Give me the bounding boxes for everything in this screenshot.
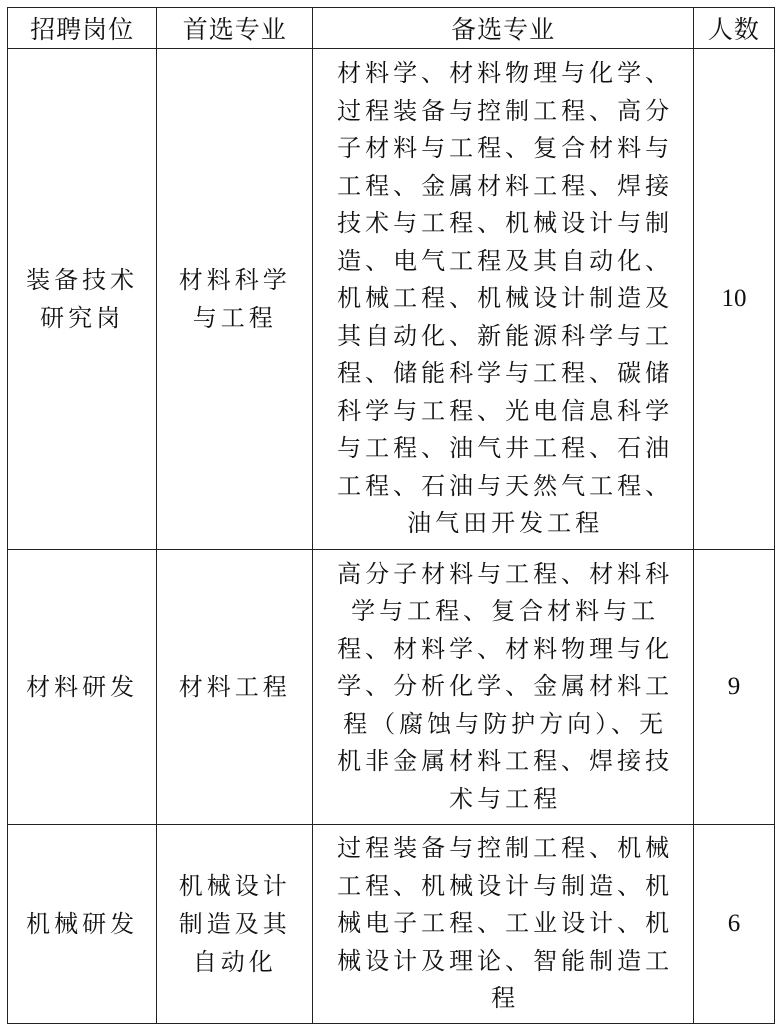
count-cell: 10	[693, 49, 774, 550]
alternative-major-cell: 高分子材料与工程、材料科学与工程、复合材料与工程、材料学、材料物理与化学、分析化学、金属材料工程（腐蚀与防护方向）、无机非金属材料工程、焊接技术与工程	[313, 550, 693, 825]
count-cell: 9	[693, 550, 774, 825]
header-alternative-major: 备选专业	[313, 8, 693, 49]
header-primary-major: 首选专业	[157, 8, 313, 49]
header-post: 招聘岗位	[8, 8, 157, 49]
table-row	[8, 49, 775, 550]
header-row	[8, 8, 775, 49]
primary-major-cell: 机械设计制造及其自动化	[157, 825, 313, 1024]
alternative-major-cell: 过程装备与控制工程、机械工程、机械设计与制造、机械电子工程、工业设计、机械设计及理论、智能制造工程	[313, 825, 693, 1024]
header-count: 人数	[693, 8, 774, 49]
table-row	[8, 825, 775, 1024]
alternative-major-cell: 材料学、材料物理与化学、过程装备与控制工程、高分子材料与工程、复合材料与工程、金属材料工程、焊接技术与工程、机械设计与制造、电气工程及其自动化、机械工程、机械设计制造及其自动化、新能源科学与工程、储能科学与工程、碳储科学与工程、光电信息科学与工程、油气井工程、石油工程、石油与天然气工程、油气田开发工程	[313, 49, 693, 550]
count-cell: 6	[693, 825, 774, 1024]
table-header	[8, 8, 775, 49]
post-cell: 材料研发	[8, 550, 157, 825]
post-cell: 机械研发	[8, 825, 157, 1024]
post-cell: 装备技术研究岗	[8, 49, 157, 550]
primary-major-cell: 材料工程	[157, 550, 313, 825]
primary-major-cell: 材料科学与工程	[157, 49, 313, 550]
table-body	[8, 49, 775, 1024]
table-row	[8, 550, 775, 825]
recruitment-table	[7, 7, 775, 1024]
